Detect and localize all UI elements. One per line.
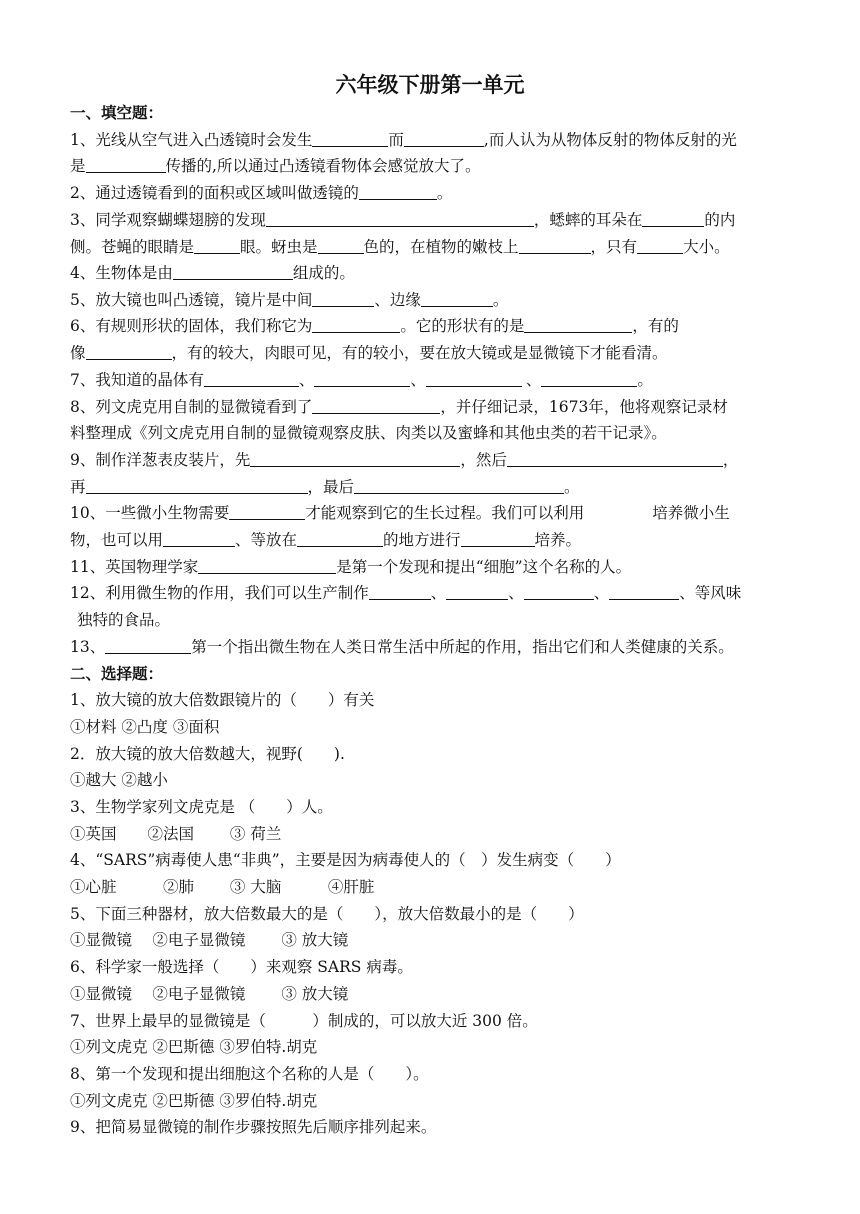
answer-blank[interactable] bbox=[541, 368, 637, 387]
answer-blank[interactable] bbox=[86, 341, 172, 360]
question-4: 4、生物体是由 组成的。 bbox=[70, 260, 794, 286]
answer-blank[interactable] bbox=[297, 528, 383, 547]
choice-options: ①显微镜 ②电子显微镜 ③ 放大镜 bbox=[70, 931, 349, 949]
choice-line: 4、“SARS”病毒使人患“非典”，主要是因为病毒使人的（ ）发生病变（ ） bbox=[70, 851, 621, 869]
page-title: 六年级下册第一单元 bbox=[335, 72, 525, 97]
answer-blank[interactable] bbox=[524, 314, 632, 333]
question-6-line-2: 像 ，有的较大，肉眼可见，有的较小，要在放大镜或是显微镜下才能看清。 bbox=[70, 340, 794, 366]
question-13: 13、 第一个指出微生物在人类日常生活中所起的作用，指出它们和人类健康的关系。 bbox=[70, 634, 794, 660]
question-10-line-1: 10、一些微小生物需要 才能观察到它的生长过程。我们可以利用 培养微小生 bbox=[70, 500, 794, 526]
answer-blank[interactable] bbox=[312, 128, 388, 147]
question-1-line-2: 是 传播的,所以通过凸透镜看物体会感觉放大了。 bbox=[70, 153, 794, 179]
question-12-line-1: 12、利用微生物的作用，我们可以生产制作 、 、 、 、等风味 bbox=[70, 580, 794, 606]
answer-blank[interactable] bbox=[204, 368, 299, 387]
answer-blank[interactable] bbox=[250, 448, 460, 467]
question-3-line-2: 侧。苍蝇的眼睛是 眼。蚜虫是 色的，在植物的嫩枝上 ，只有 大小。 bbox=[70, 234, 794, 260]
choice-line: 2．放大镜的放大倍数越大，视野( ). bbox=[70, 745, 345, 763]
answer-blank[interactable] bbox=[642, 208, 704, 227]
question-1-line-1: 1、光线从空气进入凸透镜时会发生 而 ,而人认为从物体反射的物体反射的光 bbox=[70, 127, 794, 153]
question-8-line-2: 料整理成《列文虎克用自制的显微镜观察皮肤、肉类以及蜜蜂和其他虫类的若干记录》。 bbox=[70, 424, 667, 442]
choice-line: 1、放大镜的放大倍数跟镜片的（ ）有关 bbox=[70, 691, 375, 709]
answer-blank[interactable] bbox=[369, 581, 431, 600]
answer-blank[interactable] bbox=[229, 501, 305, 520]
choice-options: ①材料 ②凸度 ③面积 bbox=[70, 718, 220, 736]
answer-blank[interactable] bbox=[314, 368, 410, 387]
answer-blank[interactable] bbox=[446, 581, 508, 600]
choice-options: ①显微镜 ②电子显微镜 ③ 放大镜 bbox=[70, 985, 349, 1003]
answer-blank[interactable] bbox=[524, 581, 594, 600]
choice-options: ①列文虎克 ②巴斯德 ③罗伯特.胡克 bbox=[70, 1038, 318, 1056]
answer-blank[interactable] bbox=[507, 448, 723, 467]
answer-blank[interactable] bbox=[105, 635, 191, 654]
answer-blank[interactable] bbox=[404, 128, 484, 147]
answer-blank[interactable] bbox=[312, 314, 400, 333]
choice-line: 6、科学家一般选择（ ）来观察 SARS 病毒。 bbox=[70, 958, 413, 976]
answer-blank[interactable] bbox=[163, 528, 235, 547]
question-12-line-2: 独特的食品。 bbox=[77, 611, 171, 629]
question-10-line-2: 物，也可以用 、等放在 的地方进行 培养。 bbox=[70, 527, 794, 553]
section-heading-fill: 一、填空题： bbox=[70, 103, 164, 122]
answer-blank[interactable] bbox=[637, 235, 683, 254]
answer-blank[interactable] bbox=[194, 235, 240, 254]
question-9-line-2: 再 ，最后 。 bbox=[70, 474, 794, 500]
answer-blank[interactable] bbox=[359, 181, 437, 200]
question-8-line-1: 8、列文虎克用自制的显微镜看到了 ，并仔细记录，1673年，他将观察记录材 bbox=[70, 394, 794, 420]
answer-blank[interactable] bbox=[86, 475, 308, 494]
answer-blank[interactable] bbox=[312, 288, 374, 307]
choice-options: ①心脏 ②肺 ③ 大脑 ④肝脏 bbox=[70, 878, 375, 896]
choice-options: ①越大 ②越小 bbox=[70, 771, 168, 789]
choice-line: 3、生物学家列文虎克是 （ ）人。 bbox=[70, 798, 333, 816]
answer-blank[interactable] bbox=[354, 475, 564, 494]
choice-line: 8、第一个发现和提出细胞这个名称的人是（ ）。 bbox=[70, 1065, 429, 1083]
answer-blank[interactable] bbox=[312, 395, 440, 414]
question-3-line-1: 3、同学观察蝴蝶翅膀的发现 ，蟋蟀的耳朵在 的内 bbox=[70, 207, 794, 233]
answer-blank[interactable] bbox=[519, 235, 591, 254]
question-2: 2、通过透镜看到的面积或区域叫做透镜的 。 bbox=[70, 180, 794, 206]
question-5: 5、放大镜也叫凸透镜，镜片是中间 、边缘 。 bbox=[70, 287, 794, 313]
question-9-line-1: 9、制作洋葱表皮装片，先 ，然后 ， bbox=[70, 447, 794, 473]
answer-blank[interactable] bbox=[609, 581, 679, 600]
answer-blank[interactable] bbox=[426, 368, 522, 387]
question-11: 11、英国物理学家 是第一个发现和提出“细胞”这个名称的人。 bbox=[70, 554, 794, 580]
answer-blank[interactable] bbox=[198, 555, 336, 574]
choice-line: 9、把简易显微镜的制作步骤按照先后顺序排列起来。 bbox=[70, 1118, 437, 1136]
question-6-line-1: 6、有规则形状的固体，我们称它为 。它的形状有的是 ，有的 bbox=[70, 313, 794, 339]
choice-options: ①英国 ②法国 ③ 荷兰 bbox=[70, 825, 282, 843]
answer-blank[interactable] bbox=[421, 288, 493, 307]
choice-line: 5、下面三种器材，放大倍数最大的是（ ），放大倍数最小的是（ ） bbox=[70, 905, 584, 923]
answer-blank[interactable] bbox=[86, 154, 166, 173]
section-heading-choice: 二、选择题： bbox=[70, 664, 164, 683]
answer-blank[interactable] bbox=[266, 208, 534, 227]
choice-line: 7、世界上最早的显微镜是（ ）制成的，可以放大近 300 倍。 bbox=[70, 1012, 538, 1030]
answer-blank[interactable] bbox=[173, 261, 293, 280]
question-7: 7、我知道的晶体有 、 、 、 。 bbox=[70, 367, 794, 393]
answer-blank[interactable] bbox=[318, 235, 364, 254]
choice-options: ①列文虎克 ②巴斯德 ③罗伯特.胡克 bbox=[70, 1092, 318, 1110]
answer-blank[interactable] bbox=[461, 528, 535, 547]
